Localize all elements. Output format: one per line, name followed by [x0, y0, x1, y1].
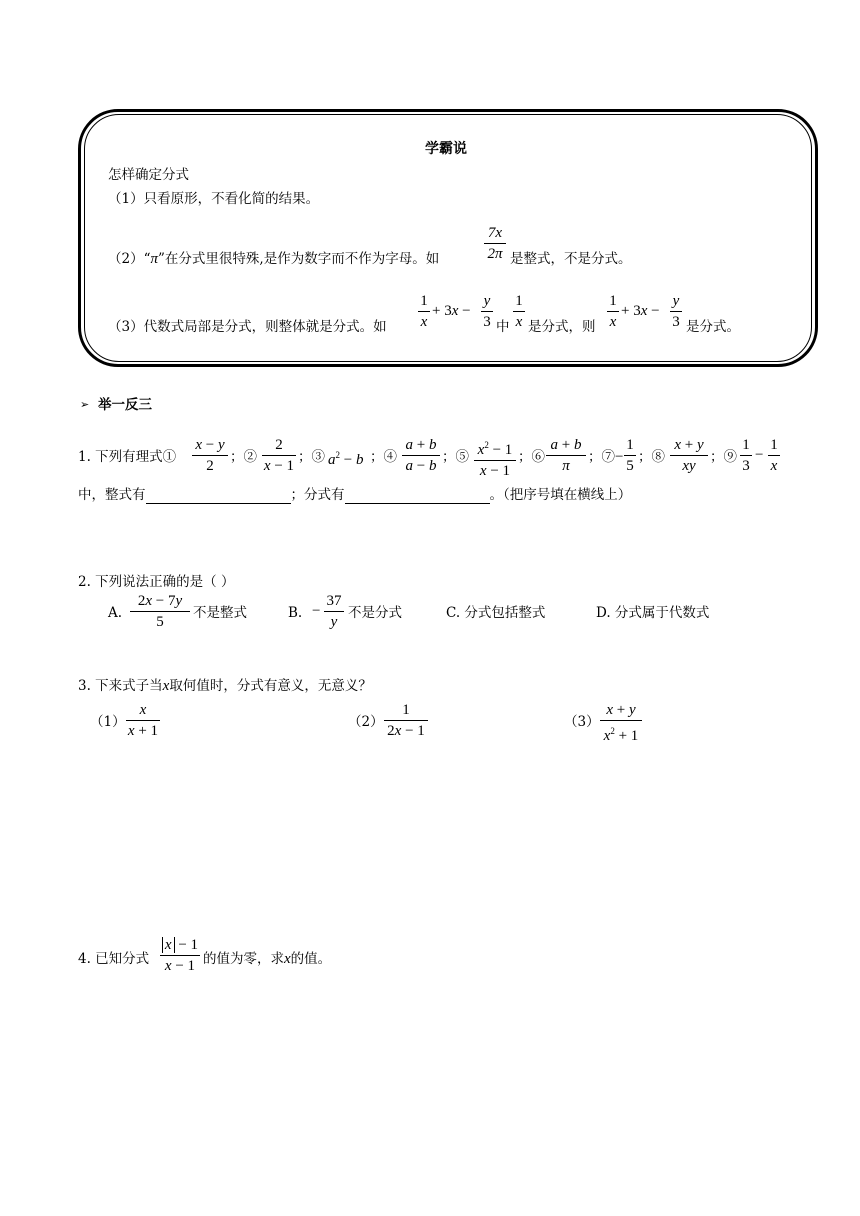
- q1-expr8: x + y xy: [670, 436, 708, 475]
- q1-expr7: 1 5: [624, 436, 636, 475]
- q3-part2-label: （2）: [348, 714, 384, 730]
- section-title: 举一反三: [98, 397, 152, 413]
- q1-expr6: a + b π: [546, 436, 586, 475]
- q2-option-d[interactable]: D. 分式属于代数式: [596, 605, 710, 621]
- rule-2: （2）“π”在分式里很特殊,是作为数字而不作为字母。如: [108, 251, 440, 267]
- q2-option-b-minus: −: [312, 603, 321, 619]
- q2-option-a-frac: 2x − 7y 5: [130, 592, 190, 631]
- rule3-mid2: 是分式，则: [528, 319, 596, 335]
- q1-sep2: ；③: [298, 449, 325, 465]
- q2-option-a-label[interactable]: A.: [108, 605, 123, 621]
- q1-sep5: ；⑥: [518, 449, 545, 465]
- rule3-tail: 是分式。: [686, 319, 740, 335]
- q1-sep6: ；⑦−: [588, 449, 624, 465]
- q1-lead: 1. 下列有理式①: [78, 449, 177, 465]
- rule-3: （3）代数式局部是分式，则整体就是分式。如: [108, 319, 387, 335]
- xuebashuo-heading: 怎样确定分式: [108, 167, 189, 183]
- q1-expr9-minus: −: [755, 447, 764, 463]
- q1-expr4: a + b a − b: [402, 436, 440, 475]
- rule3-expr2-frac-b: y 3: [670, 292, 682, 331]
- q2-stem: 2. 下列说法正确的是（ ）: [78, 574, 235, 590]
- q1-expr9-a: 1 3: [740, 436, 752, 475]
- q1-expr5: $x^2 - 1$ x − 1: [474, 436, 516, 480]
- q1-expr3: $a^2 - b$: [328, 450, 364, 468]
- q2-option-b-frac: 37 y: [324, 592, 344, 631]
- q3-part2-frac: 1 2x − 1: [384, 701, 428, 740]
- q1-sep3: ；④: [370, 449, 397, 465]
- q1-line2: 中，整式有 ；分式有 。（把序号填在横线上）: [78, 487, 632, 503]
- q1-expr1: x − y 2: [192, 436, 228, 475]
- q1-expr9-b: 1 x: [768, 436, 780, 475]
- q1-sep7: ；⑧: [638, 449, 665, 465]
- rule-2-tail: 是整式，不是分式。: [510, 251, 632, 267]
- q1-sep1: ；②: [230, 449, 257, 465]
- q1-integer-blank[interactable]: [146, 503, 291, 504]
- q4-frac: x − 1 x − 1: [160, 936, 200, 975]
- q1-sep4: ；⑤: [442, 449, 469, 465]
- q1-fraction-blank[interactable]: [345, 503, 490, 504]
- q3-part3-frac: x + y $x^2 + 1$: [600, 701, 642, 745]
- q3-part3-label: （3）: [564, 714, 600, 730]
- q4-stem-b: 的值为零，求x的值。: [203, 951, 332, 967]
- q2-option-c[interactable]: C. 分式包括整式: [446, 605, 546, 621]
- rule3-expr1-frac-a: 1 x: [418, 292, 430, 331]
- q3-part1-label: （1）: [90, 714, 126, 730]
- q3-stem: 3. 下来式子当x取何值时，分式有意义，无意义？: [78, 678, 372, 694]
- q2-option-b-text[interactable]: 不是分式: [348, 605, 402, 621]
- q1-sep8: ；⑨: [710, 449, 737, 465]
- q2-option-a-text[interactable]: 不是整式: [193, 605, 247, 621]
- rule3-mid1: 中: [496, 319, 510, 335]
- xuebashuo-title: 学霸说: [425, 141, 467, 157]
- q1-expr2: 2 x − 1: [263, 437, 295, 474]
- rule3-expr1-mid: + 3x −: [432, 303, 471, 319]
- rule3-expr2-frac-a: 1 x: [607, 292, 619, 331]
- q3-part1-frac: x x + 1: [127, 702, 159, 739]
- rule3-expr2-mid: + 3x −: [621, 303, 660, 319]
- bullet-arrow-icon: ➢: [80, 398, 90, 411]
- q2-option-b-label[interactable]: B.: [288, 605, 303, 621]
- q4-stem-a: 4. 已知分式: [78, 951, 150, 967]
- rule-1: （1）只看原形，不看化简的结果。: [108, 191, 320, 207]
- rule3-expr1-frac-b: y 3: [481, 292, 493, 331]
- rule2-fraction: 7x 2π: [484, 224, 506, 263]
- rule3-frac-1x: 1 x: [513, 292, 525, 331]
